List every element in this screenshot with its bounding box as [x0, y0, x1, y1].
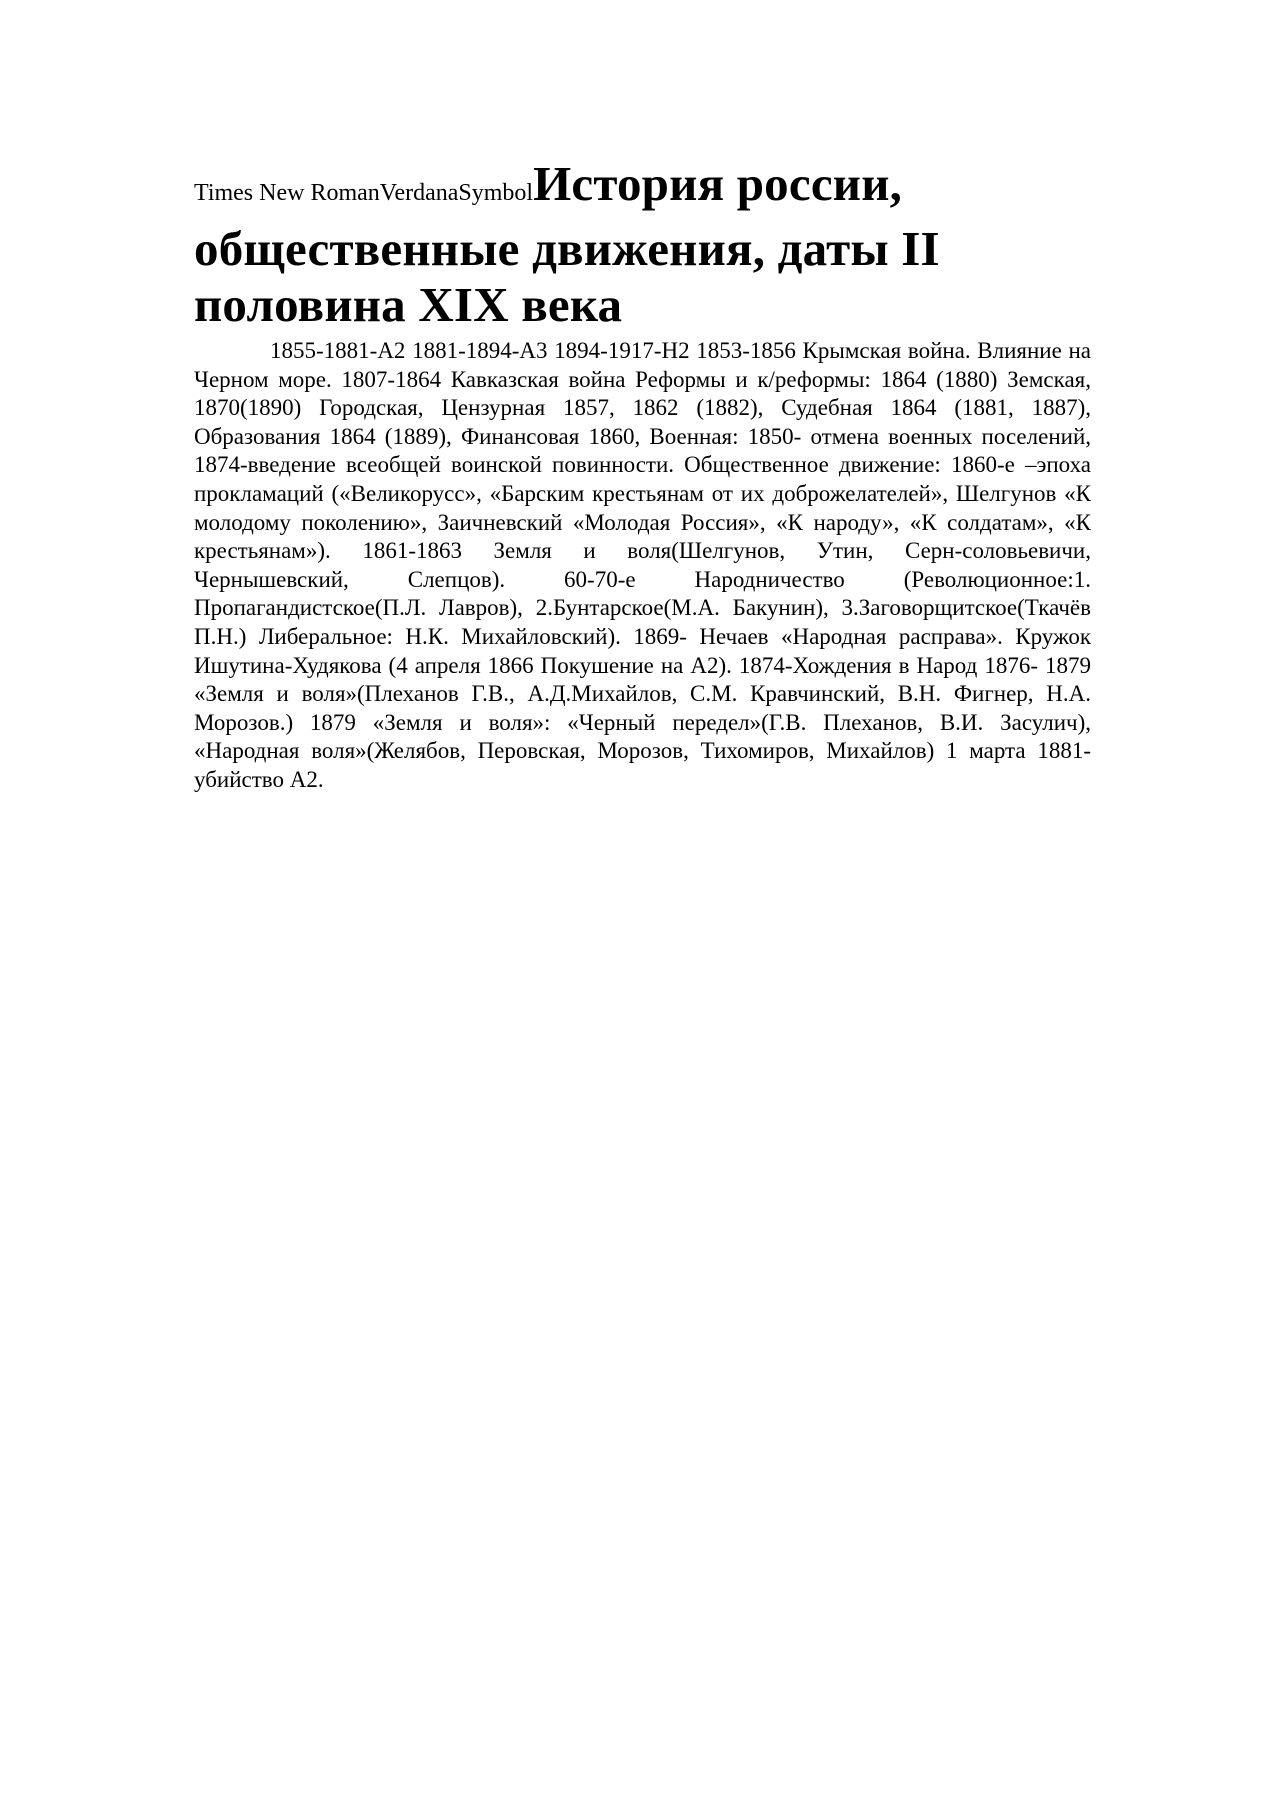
body-paragraph: 1855-1881-А2 1881-1894-А3 1894-1917-Н2 1853-1856 Крымская война. Влияние на Черном море. 1807-1864 Кавказская война Реформы и к/реформы: 1864 (1880) Земская, 1870(1890) Городская, Цензурная 1857, 1862 (1882), Судебная 1864 (1881, 1887), Образования 1864 (1889), Финансовая 1860, Военная: 1850- отмена военных поселений, 1874-введение всеобщей воинской повинности. Общественное движение: 1860-е –эпоха прокламаций («Великорусс», «Барским крестьянам от их доброжелателей», Шелгунов «К молодому поколению», Заичневский «Молодая Россия», «К народу», «К солдатам», «К крестьянам»). 1861-1863 Земля и воля(Шелгунов, Утин, Серн-соловьевичи, Чернышевский, Слепцов). 60-70-е Народничество (Революционное:1. Пропагандистское(П.Л. Лавров), 2.Бунтарское(М.А. Бакунин), 3.Заговорщитское(Ткачёв П.Н.) Либеральное: Н.К. Михайловский). 1869- Нечаев «Народная расправа». Кружок Ишутина-Худякова (4 апреля 1866 Покушение на А2). 1874-Хождения в Народ 1876- 1879 «Земля и воля»(Плеханов Г.В., А.Д.Михайлов, С.М. Кравчинский, В.Н. Фигнер, Н.А. Морозов.) 1879 «Земля и воля»: «Черный передел»(Г.В. Плеханов, В.И. Засулич), «Народная воля»(Желябов, Перовская, Морозов, Тихомиров, Михайлов) 1 марта 1881-убийство А2. [194, 338, 1091, 792]
document-heading [194, 156, 1091, 333]
font-list-text: Times New RomanVerdanaSymbol [194, 180, 534, 206]
document-content [194, 156, 1091, 795]
page-title: История россии, общественные движения, даты II половина XIX века [194, 156, 940, 332]
